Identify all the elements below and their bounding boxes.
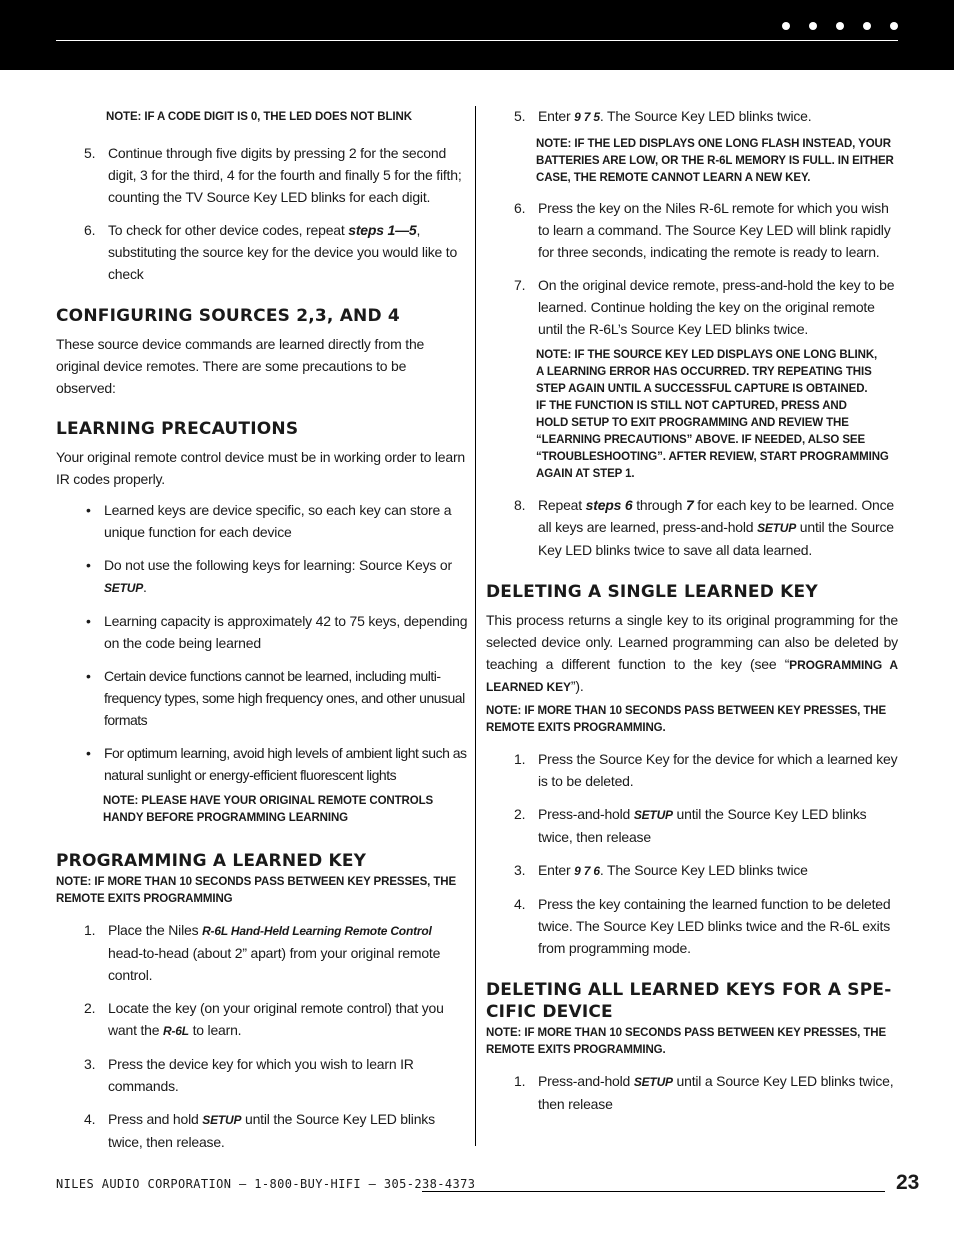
footer-company: NILES AUDIO CORPORATION – 1-800-BUY-HIFI – 305-238-4373 <box>56 1177 476 1191</box>
list-item <box>486 893 898 959</box>
item-text: Press-and-hold SETUP until the Source Key LED blinks twice, then release <box>538 806 867 845</box>
dot-icon <box>782 22 790 30</box>
item-text: Enter 9 7 5. The Source Key LED blinks twice. <box>538 108 812 124</box>
note-programming-timeout: NOTE: IF MORE THAN 10 SECONDS PASS BETWEEN KEY PRESSES, THE REMOTE EXITS PROGRAMMING <box>56 876 457 905</box>
heading-configuring-sources: CONFIGURING SOURCES 2,3, AND 4 <box>56 306 400 326</box>
page-number: 23 <box>896 1171 920 1194</box>
item-number: 6. <box>84 222 96 238</box>
bullet-text: Learned keys are device specific, so each key can store a unique function for each device <box>104 502 452 540</box>
note-batteries: NOTE: IF THE LED DISPLAYS ONE LONG FLASH INSTEAD, YOUR BATTERIES ARE LOW, OR THE R-6L MEMORY IS FULL. IN EITHER CASE, THE REMOTE CANNOT LEARN A NEW KEY. <box>536 138 894 184</box>
heading-deleting-single-key: DELETING A SINGLE LEARNED KEY <box>486 582 818 602</box>
heading-deleting-all-keys: DELETING ALL LEARNED KEYS FOR A SPE-CIFIC DEVICE <box>486 980 892 1022</box>
item-number: 4. <box>514 896 526 912</box>
dot-icon <box>863 22 871 30</box>
item-number: 1. <box>84 922 96 938</box>
bullet-item <box>56 665 468 731</box>
bullet-item <box>56 554 468 599</box>
list-item <box>486 197 898 263</box>
header-rule <box>56 40 898 41</box>
bullet-item <box>56 742 468 786</box>
item-number: 3. <box>84 1056 96 1072</box>
list-item <box>486 748 898 792</box>
item-text: Press the key containing the learned function to be deleted twice. The Source Key LED blinks twice and the R-6L exits from programming mode. <box>538 896 891 956</box>
list-item <box>486 803 898 848</box>
item-text: Press the device key for which you wish to learn IR commands. <box>108 1056 414 1094</box>
list-item <box>486 105 898 128</box>
item-text: Enter 9 7 6. The Source Key LED blinks twice <box>538 862 808 878</box>
dot-icon <box>809 22 817 30</box>
list-item <box>56 1108 468 1153</box>
right-column <box>486 106 898 1115</box>
heading-programming-learned-key: PROGRAMMING A LEARNED KEY <box>56 851 367 871</box>
item-number: 1. <box>514 751 526 767</box>
dot-icon <box>836 22 844 30</box>
bullet-item <box>56 499 468 543</box>
bullet-icon: • <box>86 745 91 761</box>
note-deleting-timeout: NOTE: IF MORE THAN 10 SECONDS PASS BETWEEN KEY PRESSES, THE REMOTE EXITS PROGRAMMING. <box>486 705 887 734</box>
item-number: 1. <box>514 1073 526 1089</box>
list-item <box>56 142 468 208</box>
bullet-text: Learning capacity is approximately 42 to 75 keys, depending on the code being learned <box>104 613 468 651</box>
item-number: 2. <box>84 1000 96 1016</box>
dot-icon <box>890 22 898 30</box>
item-text: Continue through five digits by pressing 2 for the second digit, 3 for the third, 4 for the fourth and finally 5 for the fifth; counting the TV Source Key LED blinks for each digit. <box>108 145 462 205</box>
item-number: 4. <box>84 1111 96 1127</box>
item-text: Press and hold SETUP until the Source Key LED blinks twice, then release. <box>108 1111 435 1150</box>
note-deleting-all-timeout: NOTE: IF MORE THAN 10 SECONDS PASS BETWEEN KEY PRESSES, THE REMOTE EXITS PROGRAMMING. <box>486 1027 887 1056</box>
item-text: Press the Source Key for the device for which a learned key is to be deleted. <box>538 751 898 789</box>
footer-rule <box>422 1191 885 1192</box>
paragraph-configuring: These source device commands are learned directly from the original device remotes. There are some precautions to be observed: <box>56 336 425 396</box>
item-text: Place the Niles R-6L Hand-Held Learning Remote Control head-to-head (about 2” apart) from your original remote control. <box>108 922 441 983</box>
item-number: 8. <box>514 497 526 513</box>
list-item <box>56 1053 468 1097</box>
note-learning-error: NOTE: IF THE SOURCE KEY LED DISPLAYS ONE LONG BLINK, A LEARNING ERROR HAS OCCURRED. TRY REPEATING THIS STEP AGAIN UNTIL A SUCCESSFUL CAPTURE IS OBTAINED. IF THE FUNCTION IS STILL NOT CAPTURED, PRESS AND HOLD SETUP TO EXIT PROGRAMMING AND REVIEW THE “LEARNING PRECAUTIONS” ABOVE. IF NEEDED, ALSO SEE “TROUBLESHOOTING”. AFTER REVIEW, START PROGRAMMING AGAIN AT STEP 1. <box>536 349 889 480</box>
item-number: 2. <box>514 806 526 822</box>
bullet-text: For optimum learning, avoid high levels of ambient light such as natural sunlight or energy-efficient fluorescent lights <box>104 745 467 783</box>
item-text: To check for other device codes, repeat steps 1—5, substituting the source key for the device you would like to check <box>108 222 458 282</box>
list-item <box>486 494 898 561</box>
list-item <box>486 274 898 340</box>
list-item <box>56 219 468 285</box>
item-text: Repeat steps 6 through 7 for each key to be learned. Once all keys are learned, press-and-hold SETUP until the Source Key LED blinks twice to save all data learned. <box>538 497 894 558</box>
bullet-icon: • <box>86 668 91 684</box>
header-dots <box>782 22 898 30</box>
item-number: 6. <box>514 200 526 216</box>
item-text: Press the key on the Niles R-6L remote for which you wish to learn a command. The Source Key LED will blink rapidly for three seconds, indicating the remote is ready to learn. <box>538 200 891 260</box>
item-text: Locate the key (on your original remote control) that you want the R-6L to learn. <box>108 1000 444 1038</box>
header-bar <box>0 0 954 70</box>
item-number: 5. <box>84 145 96 161</box>
list-item <box>56 919 468 986</box>
bullet-icon: • <box>86 613 91 629</box>
column-divider <box>475 106 476 1146</box>
left-column <box>56 106 468 1153</box>
note-remote-handy: NOTE: PLEASE HAVE YOUR ORIGINAL REMOTE CONTROLS HANDY BEFORE PROGRAMMING LEARNING <box>103 795 434 824</box>
item-number: 5. <box>514 108 526 124</box>
paragraph-precautions: Your original remote control device must be in working order to learn IR codes properly. <box>56 449 466 487</box>
paragraph-deleting-single: This process returns a single key to its original programming for the selected device only. Learned programming can also be deleted by teaching a different function to the key (see “PROGRAMMING A LEARNED KEY”). <box>486 612 898 694</box>
list-item <box>486 1070 898 1115</box>
list-item <box>486 859 898 882</box>
item-number: 7. <box>514 277 526 293</box>
bullet-text: Certain device functions cannot be learned, including multi-frequency types, some high frequency ones, and other unusual formats <box>104 668 465 728</box>
bullet-icon: • <box>86 557 91 573</box>
list-item <box>56 997 468 1042</box>
bullet-text: Do not use the following keys for learning: Source Keys or SETUP. <box>104 557 452 595</box>
bullet-item <box>56 610 468 654</box>
heading-learning-precautions: LEARNING PRECAUTIONS <box>56 419 299 439</box>
item-text: On the original device remote, press-and-hold the key to be learned. Continue holding the key on the original remote until the R-6L’s Source Key LED blinks twice. <box>538 277 895 337</box>
item-number: 3. <box>514 862 526 878</box>
note-code-digit: NOTE: IF A CODE DIGIT IS 0, THE LED DOES NOT BLINK <box>106 111 412 123</box>
bullet-icon: • <box>86 502 91 518</box>
item-text: Press-and-hold SETUP until a Source Key LED blinks twice, then release <box>538 1073 894 1112</box>
